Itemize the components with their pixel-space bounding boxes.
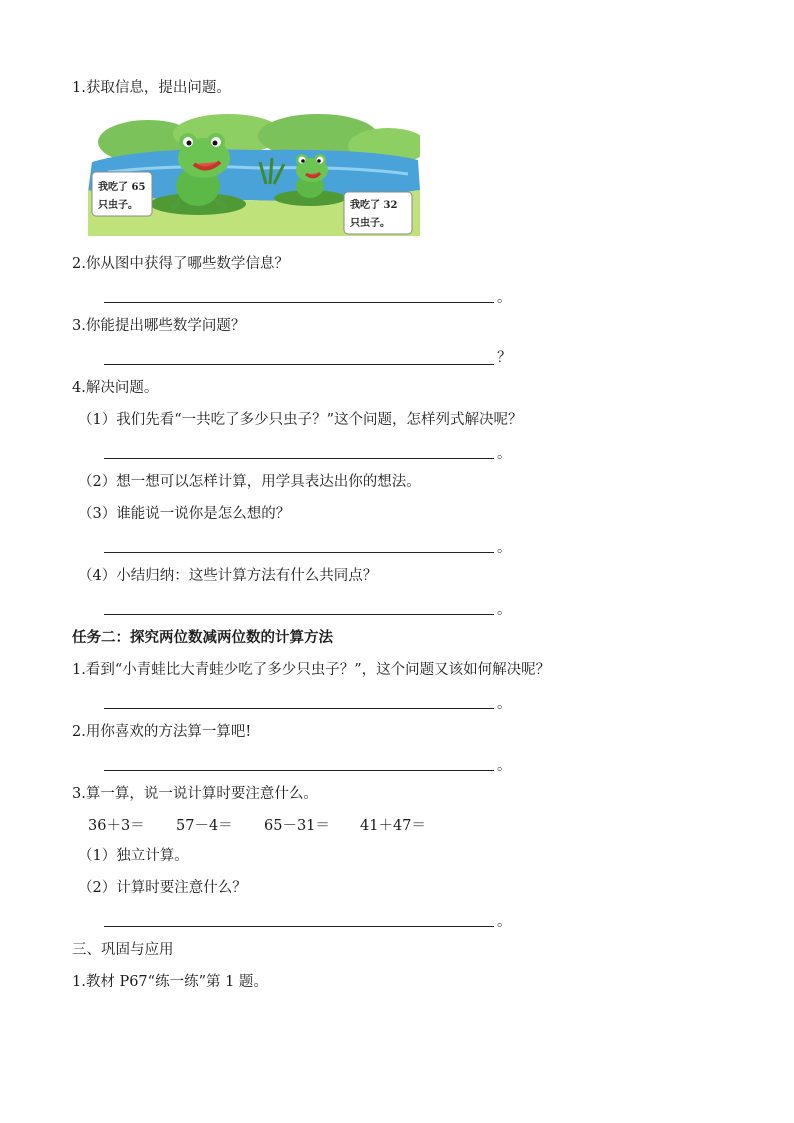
frogs-illustration — [88, 112, 420, 236]
calc-item: 36＋3＝ — [88, 818, 145, 834]
task-2-question-3-2: （2）计算时要注意什么？ — [78, 880, 247, 896]
task-2-title: 任务二：探究两位数减两位数的计算方法 — [72, 629, 333, 646]
answer-end-q4-1: 。 — [497, 446, 512, 462]
big-frog-bubble-line2: 只虫子。 — [98, 200, 138, 211]
answer-end-t2-q1: 。 — [497, 696, 512, 712]
part-3-question-1: 1.教材 P67“练一练”第 1 题。 — [72, 974, 268, 990]
task-2-question-1: 1.看到“小青蛙比大青蛙少吃了多少只虫子？”，这个问题又该如何解决呢？ — [72, 662, 551, 678]
task-2-question-3-1: （1）独立计算。 — [78, 848, 189, 864]
question-1-heading: 1.获取信息，提出问题。 — [72, 80, 231, 96]
question-4: 4.解决问题。 — [72, 380, 159, 396]
answer-end-q3: ？ — [497, 350, 512, 366]
answer-end-t2-q2: 。 — [497, 758, 512, 774]
calc-item: 41＋47＝ — [360, 818, 426, 834]
answer-line-q4-1[interactable] — [104, 458, 494, 459]
question-3: 3.你能提出哪些数学问题？ — [72, 318, 246, 334]
question-4-3: （3）谁能说一说你是怎么想的？ — [78, 506, 291, 522]
answer-line-q4-4[interactable] — [104, 614, 494, 615]
question-4-2: （2）想一想可以怎样计算，用学具表达出你的想法。 — [78, 474, 421, 490]
answer-line-t2-q1[interactable] — [104, 708, 494, 709]
small-frog-bubble-line1: 我吃了 32 — [350, 200, 398, 211]
answer-end-q2: 。 — [497, 290, 512, 306]
big-frog-bubble-line1: 我吃了 65 — [98, 182, 146, 193]
calc-item: 65－31＝ — [264, 818, 330, 834]
task-2-question-3: 3.算一算，说一说计算时要注意什么。 — [72, 786, 318, 802]
question-4-4: （4）小结归纳：这些计算方法有什么共同点？ — [78, 568, 378, 584]
answer-line-q2[interactable] — [104, 302, 494, 303]
answer-line-t2-q2[interactable] — [104, 770, 494, 771]
answer-end-q4-3: 。 — [497, 540, 512, 556]
answer-line-t2-q3-2[interactable] — [104, 926, 494, 927]
part-3-title: 三、巩固与应用 — [72, 942, 174, 958]
answer-end-t2-q3-2: 。 — [497, 914, 512, 930]
answer-line-q3[interactable] — [104, 364, 494, 365]
answer-end-q4-4: 。 — [497, 602, 512, 618]
question-2: 2.你从图中获得了哪些数学信息？ — [72, 256, 289, 272]
task-2-question-2: 2.用你喜欢的方法算一算吧! — [72, 724, 252, 740]
question-4-1: （1）我们先看“一共吃了多少只虫子？”这个问题，怎样列式解决呢？ — [78, 412, 523, 428]
calc-item: 57－4＝ — [176, 818, 233, 834]
small-frog-bubble-line2: 只虫子。 — [350, 218, 390, 229]
answer-line-q4-3[interactable] — [104, 552, 494, 553]
